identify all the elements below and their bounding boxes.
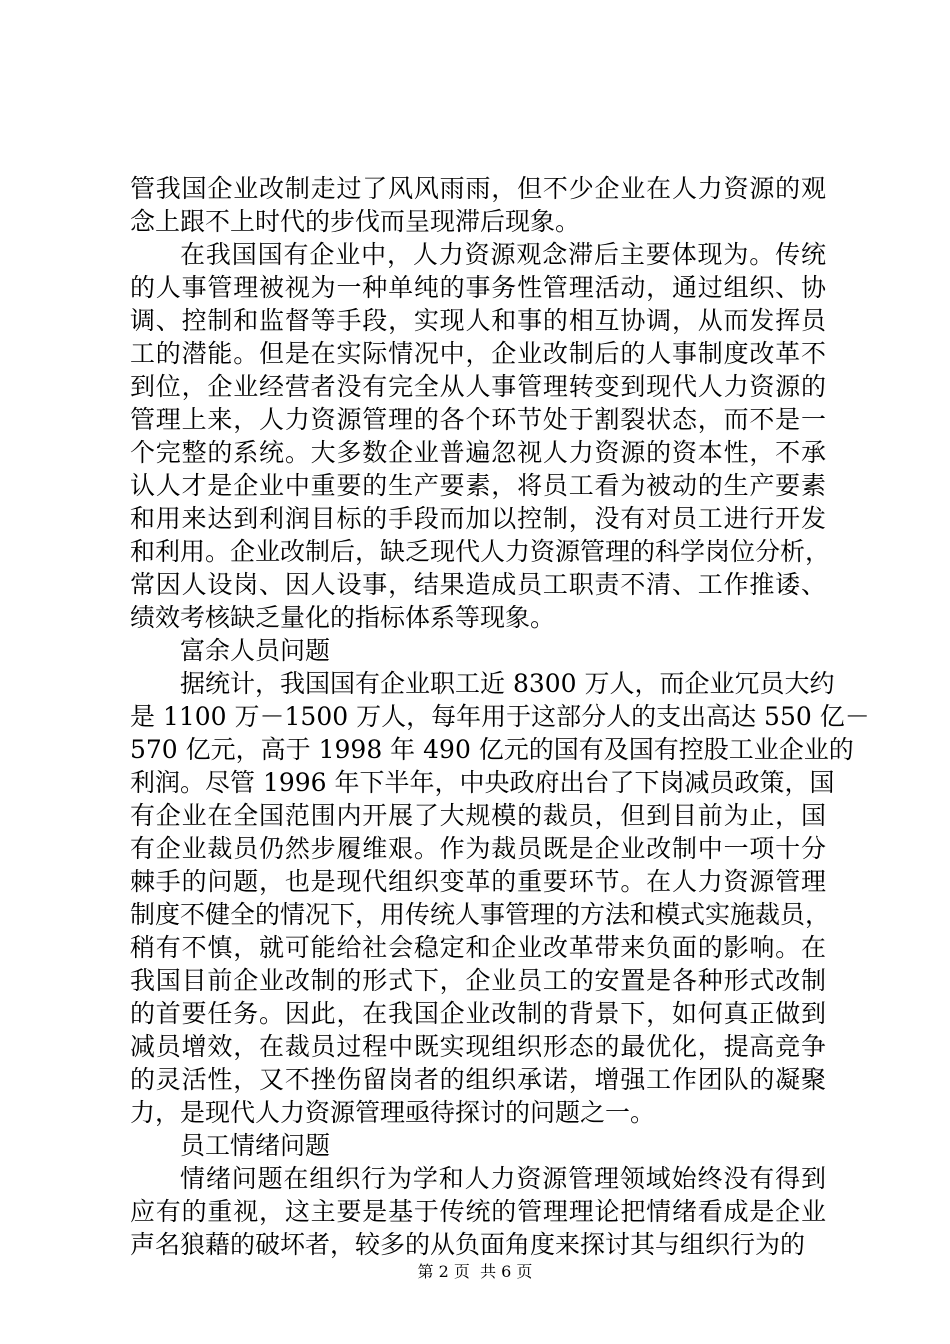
text-line: 和用来达到利润目标的手段而加以控制，没有对员工进行开发 <box>130 504 826 533</box>
paragraph <box>130 667 870 1129</box>
text-line: 有企业在全国范围内开展了大规模的裁员，但到目前为止，国 <box>130 801 826 830</box>
text-line: 稍有不慎，就可能给社会稳定和企业改革带来负面的影响。在 <box>130 933 826 962</box>
text-line: 570 亿元，高于 1998 年 490 亿元的国有及国有控股工业企业的 <box>130 735 854 764</box>
text-line: 声名狼藉的破坏者，较多的从负面角度来探讨其与组织行为的 <box>130 1230 806 1259</box>
text-line: 据统计，我国国有企业职工近 8300 万人，而企业冗员大约 <box>180 669 835 698</box>
text-line: 的首要任务。因此，在我国企业改制的背景下，如何真正做到 <box>130 999 826 1028</box>
text-line: 我国目前企业改制的形式下，企业员工的安置是各种形式改制 <box>130 966 826 995</box>
text-line: 的灵活性，又不挫伤留岗者的组织承诺，增强工作团队的凝聚 <box>130 1065 826 1094</box>
text-line: 个完整的系统。大多数企业普遍忽视人力资源的资本性，不承 <box>130 438 826 467</box>
text-line: 情绪问题在组织行为学和人力资源管理领域始终没有得到 <box>180 1164 826 1193</box>
text-line: 的人事管理被视为一种单纯的事务性管理活动，通过组织、协 <box>130 273 826 302</box>
paragraph <box>130 172 826 238</box>
body-text <box>130 172 870 1261</box>
text-line: 减员增效，在裁员过程中既实现组织形态的最优化，提高竞争 <box>130 1032 826 1061</box>
text-line: 力，是现代人力资源管理亟待探讨的问题之一。 <box>130 1098 656 1127</box>
paragraph <box>130 1129 826 1162</box>
page-footer: 第 2 页 共 6 页 <box>417 1262 533 1281</box>
paragraph <box>130 238 831 634</box>
text-line: 认人才是企业中重要的生产要素，将员工看为被动的生产要素 <box>130 471 826 500</box>
text-line: 应有的重视，这主要是基于传统的管理理论把情绪看成是企业 <box>130 1197 826 1226</box>
text-line: 念上跟不上时代的步伐而呈现滞后现象。 <box>130 207 581 236</box>
text-line: 员工情绪问题 <box>180 1131 331 1160</box>
text-line: 利润。尽管 1996 年下半年，中央政府出台了下岗减员政策，国 <box>130 768 835 797</box>
text-line: 工的潜能。但是在实际情况中，企业改制后的人事制度改革不 <box>130 339 826 368</box>
paragraph <box>130 1162 826 1261</box>
text-line: 调、控制和监督等手段，实现人和事的相互协调，从而发挥员 <box>130 306 826 335</box>
text-line: 和利用。企业改制后，缺乏现代人力资源管理的科学岗位分析， <box>130 537 831 566</box>
text-line: 有企业裁员仍然步履维艰。作为裁员既是企业改制中一项十分 <box>130 834 826 863</box>
text-line: 富余人员问题 <box>180 636 331 665</box>
text-line: 到位，企业经营者没有完全从人事管理转变到现代人力资源的 <box>130 372 826 401</box>
paragraph <box>130 634 826 667</box>
text-line: 制度不健全的情况下，用传统人事管理的方法和模式实施裁员， <box>130 900 831 929</box>
text-line: 棘手的问题，也是现代组织变革的重要环节。在人力资源管理 <box>130 867 826 896</box>
text-line: 常因人设岗、因人设事，结果造成员工职责不清、工作推诿、 <box>130 570 826 599</box>
text-line: 绩效考核缺乏量化的指标体系等现象。 <box>130 603 556 632</box>
text-line: 管我国企业改制走过了风风雨雨，但不少企业在人力资源的观 <box>130 174 826 203</box>
text-line: 管理上来，人力资源管理的各个环节处于割裂状态，而不是一 <box>130 405 826 434</box>
text-line: 在我国国有企业中，人力资源观念滞后主要体现为。传统 <box>180 240 826 269</box>
text-line: 是 1100 万－1500 万人，每年用于这部分人的支出高达 550 亿－ <box>130 702 870 731</box>
